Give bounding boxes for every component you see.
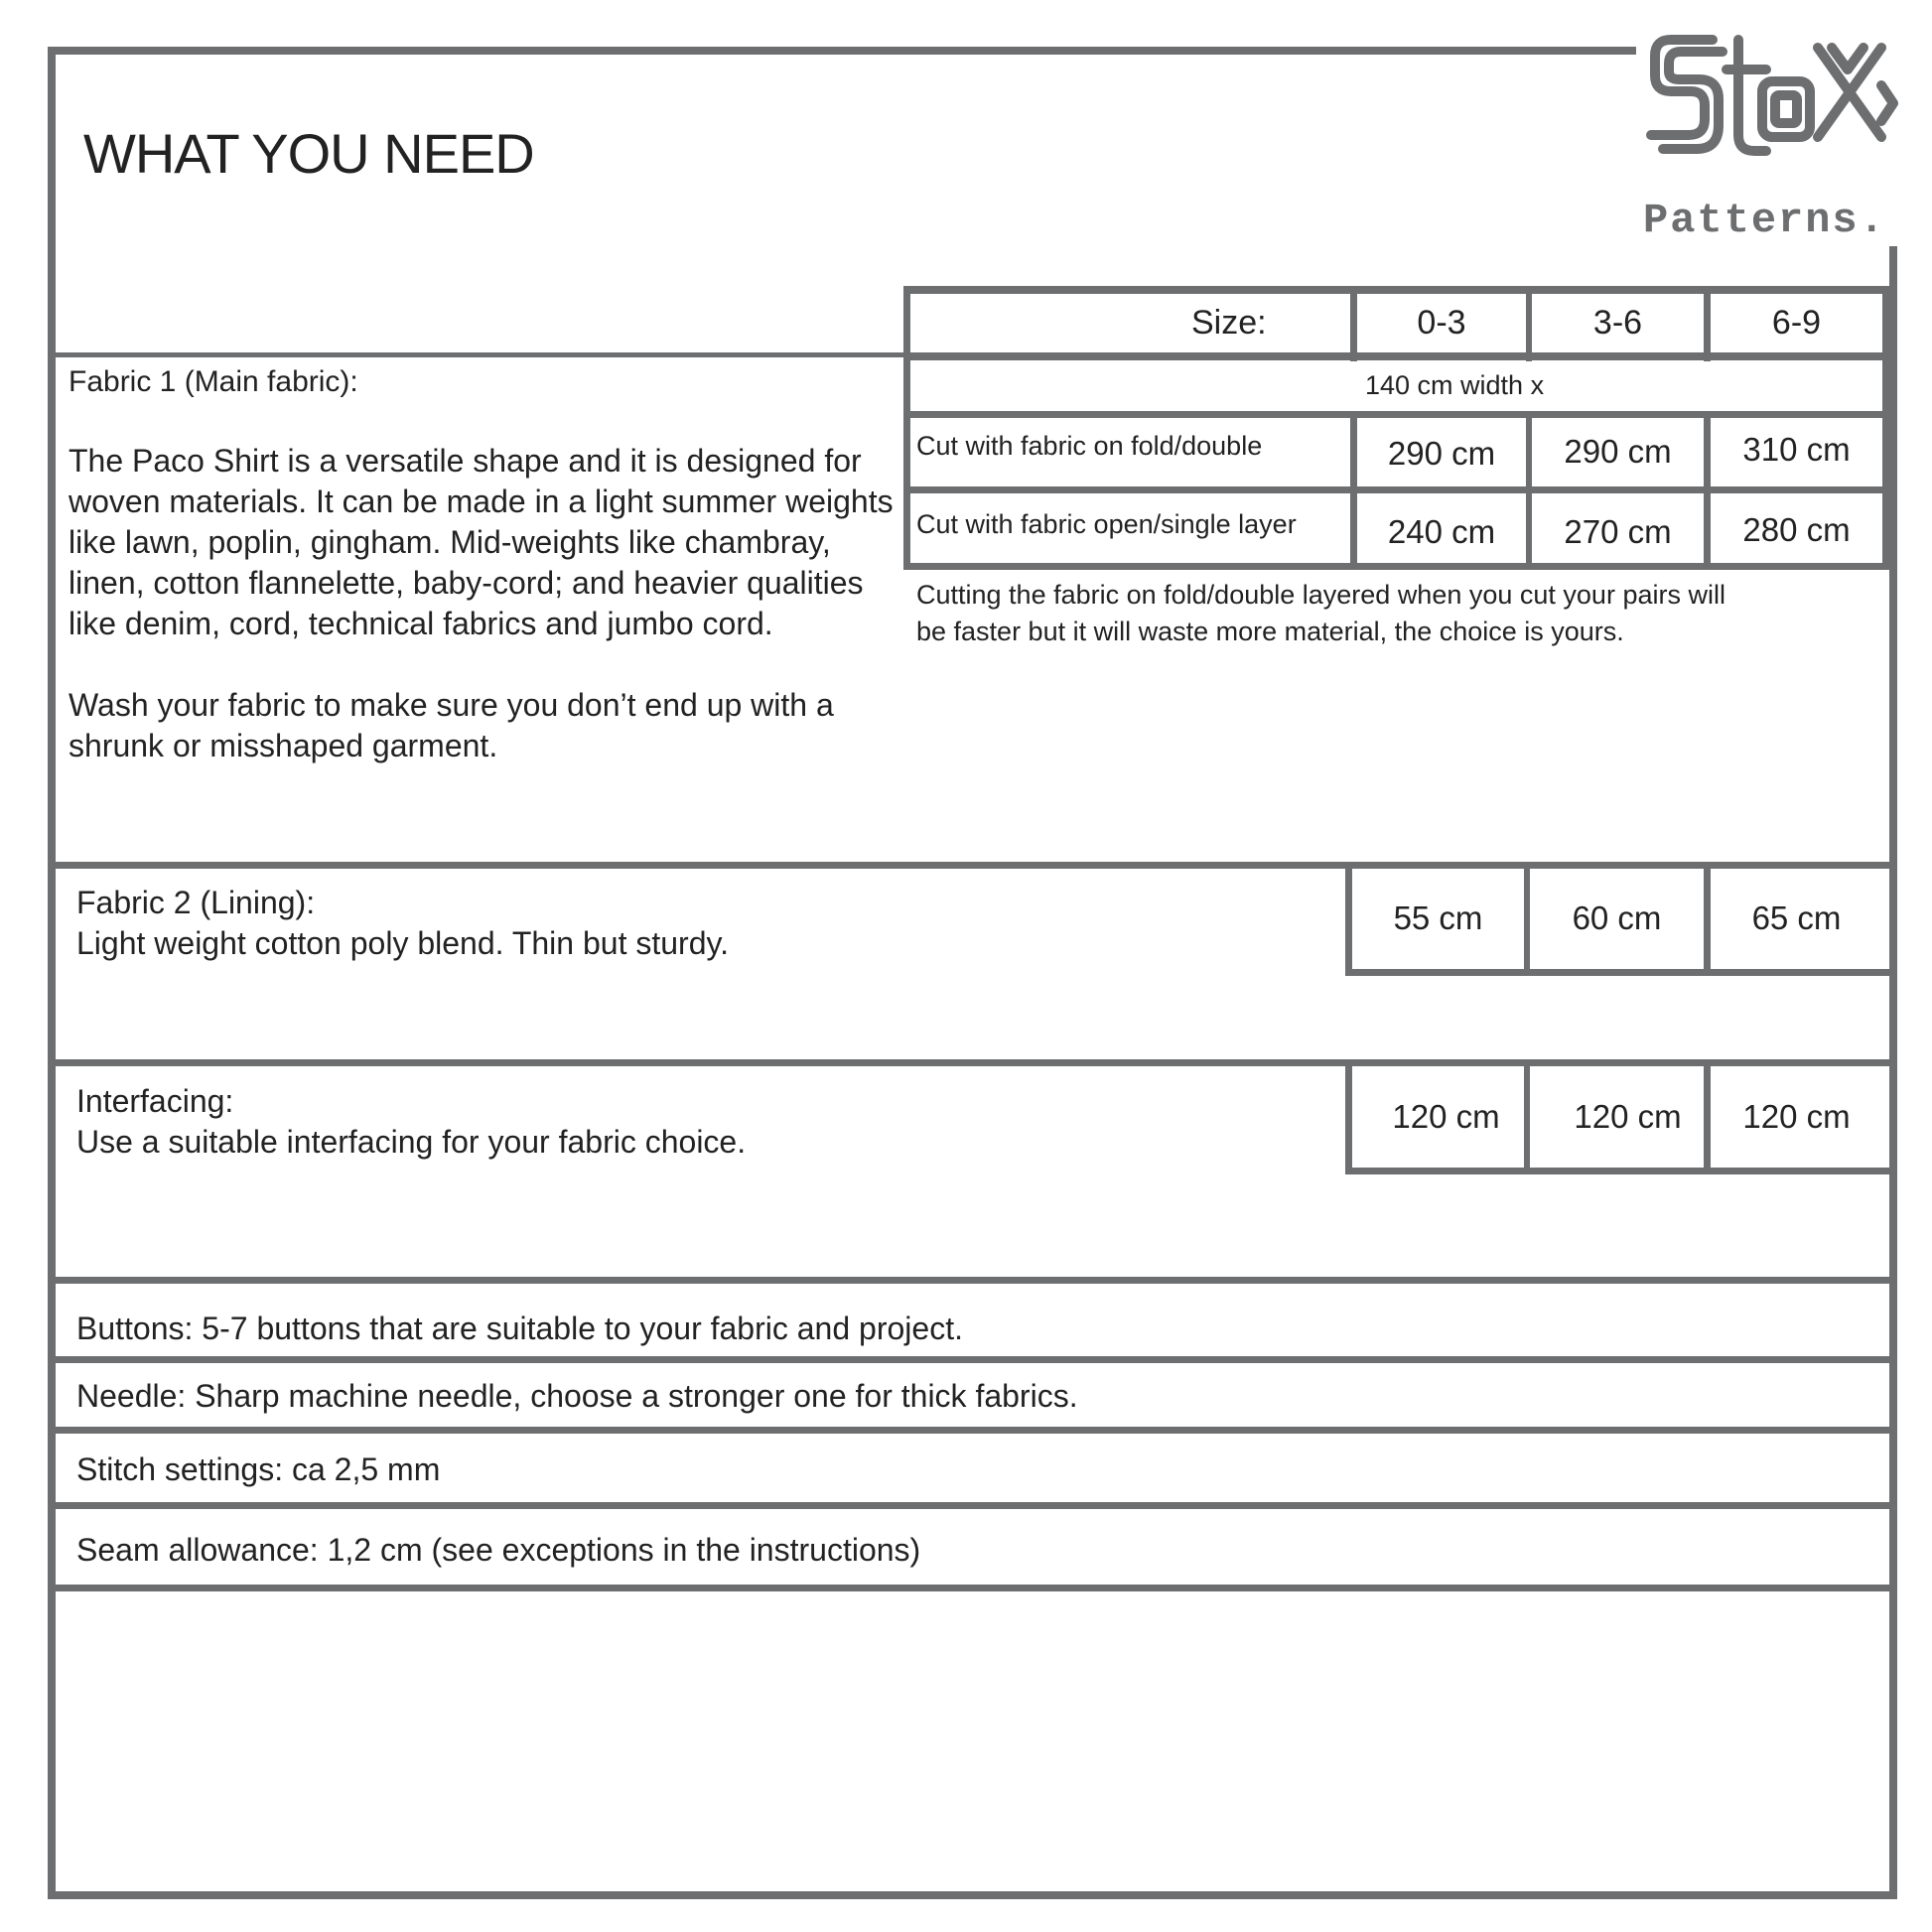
- frame-right-border: [1889, 246, 1897, 1899]
- section2-top-divider: [48, 862, 1894, 869]
- interfacing-value-0-3: 120 cm: [1392, 1098, 1500, 1135]
- size-table-col3: [1704, 286, 1711, 361]
- size-header-3-6: 3-6: [1592, 304, 1643, 342]
- open-value-6-9: 280 cm: [1742, 511, 1851, 548]
- page-title: WHAT YOU NEED: [83, 122, 534, 185]
- fabric1-desc-line: like lawn, poplin, gingham. Mid-weights like chambray,: [69, 524, 831, 560]
- section1-top-divider: [48, 352, 903, 357]
- size-table-row2: [903, 411, 1890, 418]
- fabric1-desc-line: like denim, cord, technical fabrics and jumbo cord.: [69, 606, 773, 641]
- fabric1-wash-line: shrunk or misshaped garment.: [69, 728, 498, 763]
- cutting-note-line-1: Cutting the fabric on fold/double layered when you cut your pairs will: [916, 580, 1725, 610]
- stox-logo-icon: [1643, 20, 1901, 199]
- size-table-row1: [903, 352, 1890, 360]
- fold-value-3-6: 290 cm: [1564, 433, 1672, 470]
- interfacing-grid-bottom: [1345, 1168, 1894, 1174]
- row-label-fold: Cut with fabric on fold/double: [916, 431, 1263, 461]
- size-label: Size:: [1191, 304, 1267, 342]
- stitch-note: Stitch settings: ca 2,5 mm: [76, 1451, 441, 1487]
- frame-bottom-border: [48, 1891, 1897, 1899]
- size-header-0-3: 0-3: [1417, 304, 1466, 342]
- fabric1-desc-line: woven materials. It can be made in a light summer weights: [69, 483, 894, 519]
- fabric2-value-6-9: 65 cm: [1751, 899, 1842, 936]
- seam-note: Seam allowance: 1,2 cm (see exceptions in the instructions): [76, 1532, 921, 1568]
- section3-top-divider: [48, 1059, 1894, 1066]
- size-table-right: [1882, 286, 1890, 570]
- cutting-note-line-2: be faster but it will waste more material, the choice is yours.: [916, 617, 1624, 646]
- size-header-6-9: 6-9: [1771, 304, 1822, 342]
- brand-logo: [1643, 20, 1901, 248]
- fabric1-desc-line: The Paco Shirt is a versatile shape and it is designed for: [69, 443, 862, 479]
- size-table-row3: [903, 486, 1890, 493]
- size-table-top: [903, 286, 1894, 294]
- stitch-row-top: [48, 1427, 1894, 1434]
- frame-left-border: [48, 47, 56, 1899]
- fabric1-heading: Fabric 1 (Main fabric):: [69, 365, 358, 398]
- interfacing-heading: Interfacing:: [76, 1083, 234, 1119]
- interfacing-description: Use a suitable interfacing for your fabric choice.: [76, 1124, 747, 1160]
- interfacing-value-6-9: 120 cm: [1742, 1098, 1851, 1135]
- seam-row-bottom: [48, 1585, 1894, 1591]
- size-table-left: [903, 286, 910, 570]
- fold-value-0-3: 290 cm: [1387, 435, 1496, 472]
- needle-note: Needle: Sharp machine needle, choose a stronger one for thick fabrics.: [76, 1378, 1078, 1414]
- width-note: 140 cm width x: [1365, 370, 1545, 400]
- fabric2-grid-left: [1345, 862, 1352, 975]
- fabric2-value-0-3: 55 cm: [1393, 899, 1483, 936]
- open-value-3-6: 270 cm: [1564, 513, 1672, 550]
- seam-row-top: [48, 1502, 1894, 1509]
- brand-wordmark: Patterns.: [1643, 197, 1886, 244]
- fabric2-value-3-6: 60 cm: [1572, 899, 1662, 936]
- fabric2-description: Light weight cotton poly blend. Thin but sturdy.: [76, 925, 729, 961]
- buttons-row-top: [48, 1277, 1894, 1284]
- needle-row-top: [48, 1356, 1894, 1363]
- row-label-open: Cut with fabric open/single layer: [916, 509, 1297, 539]
- fabric2-grid-bottom: [1345, 969, 1894, 976]
- fabric2-heading: Fabric 2 (Lining):: [76, 885, 316, 920]
- fabric1-desc-line: linen, cotton flannelette, baby-cord; and heavier qualities: [69, 565, 864, 601]
- fabric2-grid-col2: [1704, 862, 1711, 975]
- interfacing-grid-left: [1345, 1059, 1352, 1174]
- size-table-row4: [903, 563, 1890, 570]
- fold-value-6-9: 310 cm: [1742, 431, 1851, 468]
- buttons-note: Buttons: 5-7 buttons that are suitable to your fabric and project.: [76, 1311, 963, 1346]
- size-table-col1: [1350, 286, 1357, 361]
- interfacing-value-3-6: 120 cm: [1574, 1098, 1682, 1135]
- frame-top-border: [48, 47, 1636, 55]
- fabric1-wash-line: Wash your fabric to make sure you don’t end up with a: [69, 687, 834, 723]
- open-value-0-3: 240 cm: [1387, 513, 1496, 550]
